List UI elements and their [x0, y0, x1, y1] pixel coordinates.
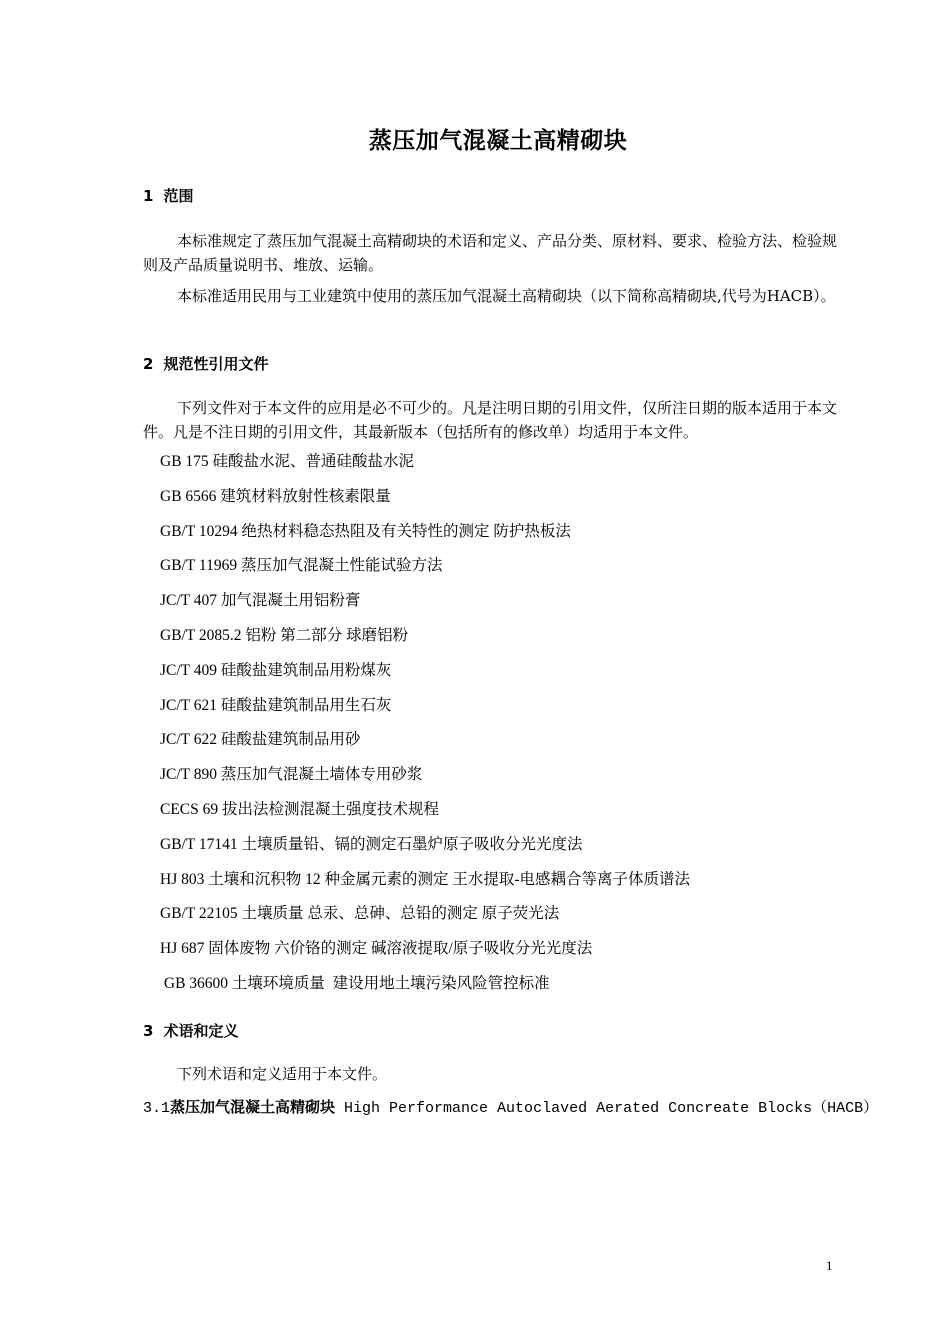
section-title: 术语和定义 — [163, 1022, 239, 1040]
reference-item: GB 36600 土壤环境质量 建设用地土壤污染风险管控标准 — [160, 974, 550, 992]
term-name-en: High Performance Autoclaved Aerated Concreate Blocks（HACB） — [335, 1100, 879, 1117]
reference-item: JC/T 409 硅酸盐建筑制品用粉煤灰 — [160, 661, 392, 679]
reference-item: GB/T 10294 绝热材料稳态热阻及有关特性的测定 防护热板法 — [160, 522, 571, 540]
scope-paragraph-1 — [143, 229, 851, 277]
references-intro-paragraph — [143, 396, 851, 444]
section-number: 2 — [143, 355, 154, 373]
section-heading-normative-references — [143, 353, 268, 374]
reference-item: GB/T 17141 土壤质量铅、镉的测定石墨炉原子吸收分光光度法 — [160, 835, 583, 853]
reference-item: GB/T 2085.2 铝粉 第二部分 球磨铝粉 — [160, 626, 409, 644]
reference-item: JC/T 407 加气混凝土用铝粉膏 — [160, 592, 361, 610]
paragraph-text: 本标准规定了蒸压加气混凝土高精砌块的术语和定义、产品分类、原材料、要求、检验方法、检验规则及产品质量说明书、堆放、运输。 — [143, 232, 838, 274]
section-title: 范围 — [163, 187, 194, 205]
reference-item: JC/T 622 硅酸盐建筑制品用砂 — [160, 731, 361, 749]
reference-item: GB 175 硅酸盐水泥、普通硅酸盐水泥 — [160, 453, 415, 470]
section-heading-scope — [143, 185, 193, 206]
section-number: 1 — [143, 187, 154, 205]
page-number: 1 — [826, 1258, 833, 1273]
reference-item: GB 6566 建筑材料放射性核素限量 — [160, 487, 391, 505]
term-number: 3.1 — [143, 1100, 171, 1117]
paragraph-text: 下列术语和定义适用于本文件。 — [177, 1065, 388, 1083]
terms-intro-paragraph — [143, 1062, 851, 1086]
reference-item: GB/T 11969 蒸压加气混凝土性能试验方法 — [160, 557, 443, 575]
section-heading-terms-definitions — [143, 1020, 238, 1041]
reference-item: CECS 69 拔出法检测混凝土强度技术规程 — [160, 800, 440, 818]
reference-item: HJ 803 土壤和沉积物 12 种金属元素的测定 王水提取-电感耦合等离子体质谱法 — [160, 870, 691, 888]
reference-list — [160, 450, 690, 1007]
term-definition-3-1 — [143, 1096, 878, 1117]
term-name-cn: 蒸压加气混凝土高精砌块 — [170, 1098, 336, 1116]
reference-item: JC/T 890 蒸压加气混凝土墙体专用砂浆 — [160, 766, 423, 784]
reference-item: JC/T 621 硅酸盐建筑制品用生石灰 — [160, 696, 392, 714]
reference-item: GB/T 22105 土壤质量 总汞、总砷、总铅的测定 原子荧光法 — [160, 905, 560, 923]
paragraph-text: 本标准适用民用与工业建筑中使用的蒸压加气混凝土高精砌块（以下简称高精砌块,代号为HACB）。 — [177, 287, 836, 305]
scope-paragraph-2 — [143, 284, 851, 308]
document-title: 蒸压加气混凝土高精砌块 — [368, 128, 628, 154]
reference-item: HJ 687 固体废物 六价铬的测定 碱溶液提取/原子吸收分光光度法 — [160, 940, 593, 958]
paragraph-text: 下列文件对于本文件的应用是必不可少的。凡是注明日期的引用文件，仅所注日期的版本适用于本文件。凡是不注日期的引用文件，其最新版本（包括所有的修改单）均适用于本文件。 — [143, 399, 838, 441]
section-number: 3 — [143, 1022, 154, 1040]
section-title: 规范性引用文件 — [163, 355, 269, 373]
